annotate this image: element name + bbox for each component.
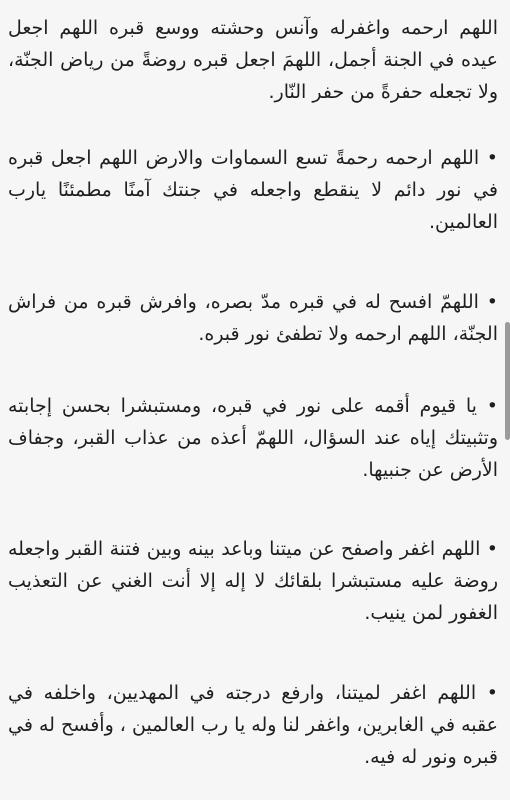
paragraph-4: • يا قيوم أقمه على نور في قبره، ومستبشرا بحسن إجابته وتثبيتك إياه عند السؤال، اللهمّ أعذه من عذاب القبر، وجفاف الأرض عن جنبيها. (8, 395, 498, 481)
paragraph-2: • اللهم ارحمه رحمةً تسع السماوات والارض اللهم اجعل قبره في نور دائم لا ينقطع واجعله في جنتك آمنًا مطمئنًا يارب العالمين. (8, 147, 498, 233)
paragraph-1: اللهم ارحمه واغفرله وآنس وحشته ووسع قبره اللهم اجعل عيده في الجنة أجمل، اللهمَ اجعل قبره روضةً من رياض الجنّة، ولا تجعله حفرةً من حفر النّار. (8, 17, 498, 103)
paragraph-5: • اللهم اغفر واصفح عن ميتنا وباعد بينه وبين فتنة القبر واجعله روضة عليه مستبشرا بلقائك لا إله إلا أنت الغني عن التعذيب الغفور لمن ينيب. (8, 538, 498, 624)
paragraph-3: • اللهمّ افسح له في قبره مدّ بصره، وافرش قبره من فراش الجنّة، اللهم ارحمه ولا تطفئ نور قبره. (8, 291, 498, 345)
paragraph-6: • اللهم اغفر لميتنا، وارفع درجته في المهديين، واخلفه في عقبه في الغابرين، واغفر لنا وله يا رب العالمين ، وأفسح له في قبره ونور له فيه. (8, 682, 498, 768)
scrollbar-thumb[interactable] (505, 322, 510, 440)
